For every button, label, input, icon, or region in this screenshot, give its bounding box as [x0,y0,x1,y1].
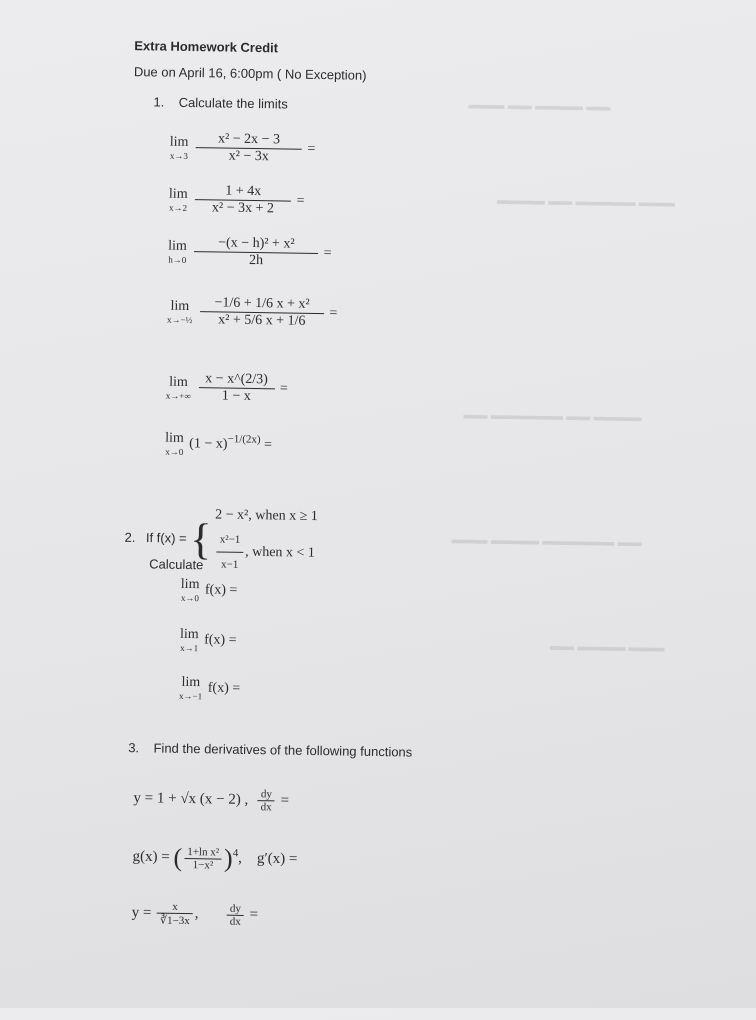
limit-operator: lim x→1 [179,626,199,654]
function-lhs: y = [131,904,152,921]
function-lhs: g(x) = [132,848,170,866]
limit-operator: lim h→0 [168,238,187,265]
right-paren: ) [223,843,233,873]
limit-operator: lim x→−1 [179,674,203,702]
numerator: x² − 2x − 3 [217,131,281,148]
case-two-fraction: $\frac{\text{x²−1}}{x-1}$ [216,527,243,576]
denominator: x² − 3x + 2 [195,199,291,218]
equals-sign: = [296,193,305,209]
function-definition: y = 1 + √x (x − 2) , [133,790,249,808]
equals-sign: = [263,437,273,453]
problem3-number: 3. [128,740,140,756]
left-brace: { [189,514,212,564]
derivative-function-1 [133,786,289,813]
limit-target: f(x) = [204,632,237,649]
equals-sign: = [280,792,290,809]
problem1-heading [153,94,288,111]
bleed-through-text: ▬▬▬▬ ▬▬ ▬▬▬▬▬▬ ▬▬ [463,407,642,425]
problem1-instruction: Calculate the limits [178,94,288,112]
limit-target: f(x) = [204,582,238,599]
limit-fraction [196,131,303,166]
bleed-through-text: ▬▬ ▬▬▬▬▬▬ ▬▬▬▬ ▬▬▬ [451,532,642,550]
problem2-limit-3 [179,675,240,702]
bleed-through-text: ▬▬▬ ▬▬▬▬ ▬▬ [549,638,665,655]
due-date: Due on April 16, 6:00pm ( No Exception) [133,64,367,83]
denominator: 1 − x [198,387,274,405]
limit-operator: lim x→2 [168,186,188,213]
problem2-limit-1 [181,577,238,604]
problem2-lead: If f(x) = [145,530,187,546]
limit-operator: lim x→3 [169,134,189,161]
limit-expression-6 [165,431,272,459]
limit-operator: lim x→+∞ [165,374,191,401]
equals-sign: = [323,245,332,261]
numerator: x − x^(2/3) [205,371,269,388]
limit-operator: lim x→0 [180,576,200,604]
function-fraction: $\frac{x}{∛1-3x}$ [157,901,193,928]
exponent: 4 [232,847,239,860]
piecewise-cases [214,503,318,578]
equals-sign: = [307,141,316,157]
limit-expression-4 [167,295,338,331]
bleed-through-text: ▬▬▬ ▬▬▬▬▬ ▬▬ ▬▬▬▬ [496,192,676,210]
equals-sign: = [329,305,338,322]
bleed-through-text: ▬▬ ▬▬▬▬ ▬▬ ▬▬▬ [468,97,611,114]
limit-fraction [194,235,319,270]
limit-expression-1 [169,131,315,166]
derivative-notation: $\frac{dy}{dx}$ [227,902,244,927]
limit-fraction [200,295,325,330]
exponent: −1/(2x) [227,433,261,446]
problem2-number: 2. [124,529,136,545]
case-two: $\frac{\text{x²−1}}{x-1}$ , when x < 1 [214,527,317,578]
problem3-heading [128,740,412,759]
function-fraction: $\frac{\text{1+ln x²}}{\text{1−x²}}$ [184,846,222,872]
case-one: 2 − x², when x ≥ 1 [215,507,318,525]
denominator: 2h [194,251,318,270]
numerator: −(x − h)² + x² [218,235,295,252]
problem1-number: 1. [153,94,165,110]
equals-sign: = [249,906,259,923]
derivative-function-2: g(x) = ( $\frac{\text{1+ln x²}}{\text{1−x²}}$ )$^4$, g′(x) = [132,842,298,873]
limit-expression-3 [168,235,332,271]
limit-fraction [195,183,292,218]
numerator: −1/6 + 1/6 x + x² [214,295,310,312]
equals-sign: = [279,381,288,397]
limit-expression-2 [169,183,305,218]
limit-operator: lim x→0 [165,430,184,457]
denominator: x² − 3x [196,147,302,166]
calculate-label: Calculate [149,556,204,573]
derivative-lhs: g′(x) = [256,850,298,868]
problem3-instruction: Find the derivatives of the following functions [153,740,413,760]
limit-fraction [198,371,275,405]
derivative-notation: $\frac{dy}{dx}$ [258,788,275,813]
derivative-function-3: y = $\frac{x}{∛1-3x}$ , $\frac{dy}{dx}$ = [131,900,259,928]
problem2-limit-2 [180,627,237,654]
limit-target: f(x) = [207,680,241,697]
limit-expression-5 [166,371,288,406]
base-expression: (1 − x) [189,436,228,452]
denominator: x² + 5/6 x + 1/6 [200,311,324,330]
homework-title: Extra Homework Credit [134,38,279,56]
left-paren: ( [173,842,183,872]
numerator: 1 + 4x [225,183,262,200]
limit-operator: lim x→−½ [166,298,193,325]
